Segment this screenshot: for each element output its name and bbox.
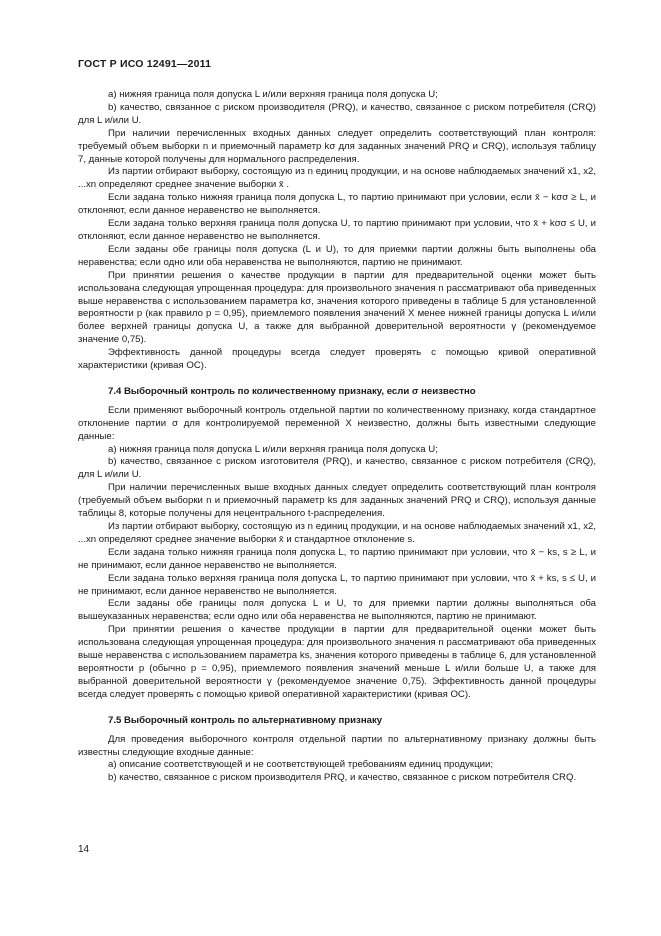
paragraph: Если задана только нижняя граница поля допуска L, то партию принимают при условии, что x̄ − ks, s ≥ L, и не принимают, если данное неравенство не выполняется.	[78, 546, 596, 571]
paragraph: a) описание соответствующей и не соответствующей требованиям единиц продукции;	[108, 759, 493, 771]
paragraph: При наличии перечисленных входных данных следует определить соответствующий план контроля: требуемый объем выборки n и приемочный параметр kσ для заданных значений PRQ и CRQ), используя таблицу 7, данные которой получены для нормального распределения.	[78, 127, 596, 165]
section-heading: 7.4 Выборочный контроль по количественному признаку, если σ неизвестно	[108, 385, 476, 397]
paragraph: Для проведения выборочного контроля отдельной партии по альтернативному признаку должны быть известны следующие входные данные:	[78, 733, 596, 758]
page-number: 14	[78, 844, 90, 855]
paragraph: b) качество, связанное с риском производителя PRQ, и качество, связанное с риском потребителя CRQ.	[108, 772, 577, 784]
paragraph: b) качество, связанное с риском производителя (PRQ), и качество, связанное с риском потребителя (CRQ) для L и/или U.	[78, 101, 596, 126]
paragraph: Из партии отбирают выборку, состоящую из n единиц продукции, и на основе наблюдаемых значений x1, x2, ...xn определяют среднее значение выборки x̄ и стандартное отклонение s.	[78, 521, 596, 545]
paragraph: Если заданы обе границы поля допуска (L и U), то для приемки партии должны быть выполнены оба неравенства; если одно или оба неравенства не выполняются, партию не принимают.	[78, 243, 596, 268]
section-heading: 7.5 Выборочный контроль по альтернативному признаку	[108, 714, 383, 726]
paragraph: При принятии решения о качестве продукции в партии для предварительной оценки может быть использована следующая упрощенная процедура: для произвольного значения n рассматривают оба приведенных выше неравенства с использованием параметра ks, значения которого приведены в таблице 6, для установленной вероятности p (обычно p = 0,95), приемлемого появления значений меньше L и/или больше U, а также для выбранной доверительной вероятности γ (рекомендуемое значение 0,75). Эффективность данной процедуры всегда следует проверять с помощью кривой оперативной характеристики (кривая OC).	[78, 624, 596, 700]
paragraph: Эффективность данной процедуры всегда следует проверять с помощью кривой оперативной характеристики (кривая OC).	[78, 347, 596, 372]
document-header: ГОСТ Р ИСО 12491—2011	[78, 58, 212, 70]
paragraph: a) нижняя граница поля допуска L и/или верхняя граница поля допуска U;	[108, 89, 438, 100]
paragraph: Из партии отбирают выборку, состоящую из n единиц продукции, и на основе наблюдаемых значений x1, x2, ...xn определяют среднее значение выборки x̄ .	[78, 166, 596, 191]
paragraph: При принятии решения о качестве продукции в партии для предварительной оценки может быть использована следующая упрощенная процедура: для произвольного значения n рассматривают оба приведенных выше неравенства с использованием параметра kσ, значения которого приведены в таблице 5 для установленной вероятности p (как правило p = 0,95), приемлемого появления значений X менее нижней границы допуска L и/или более верхней границы допуска U, а также для выбранной доверительной вероятности γ (рекомендуемое значение 0,75).	[78, 269, 596, 346]
paragraph: При наличии перечисленных выше входных данных следует определить соответствующий план контроля (требуемый объем выборки n и приемочный параметр ks для заданных значений PRQ и CRQ), используя данные таблицы 8, которые получены для нецентрального t-распределения.	[78, 482, 596, 520]
paragraph: Если заданы обе границы поля допуска L и U, то для приемки партии должны выполняться оба вышеуказанных неравенства; если одно или оба неравенства не выполняются, партию не принимают.	[78, 598, 596, 623]
document-body	[78, 89, 596, 785]
paragraph: a) нижняя граница поля допуска L и/или верхняя граница поля допуска U;	[108, 443, 438, 455]
paragraph: Если задана только верхняя граница поля допуска U, то партию принимают при условии, что x̄ + kσσ ≤ U, и отклоняют, если данное неравенство не выполняется.	[78, 218, 596, 242]
paragraph: Если применяют выборочный контроль отдельной партии по количественному признаку, когда стандартное отклонение партии σ для контролируемой переменной X неизвестно, должны быть известными следующие данные:	[78, 404, 596, 442]
paragraph: b) качество, связанное с риском изготовителя (PRQ), и качество, связанное с риском потребителя (CRQ), для L и/или U.	[78, 456, 596, 481]
paragraph: Если задана только верхняя граница поля допуска L, то партию принимают при условии, что x̄ + ks, s ≤ U, и не принимают, если данное неравенство не выполняется.	[78, 572, 596, 597]
paragraph: Если задана только нижняя граница поля допуска L, то партию принимают при условии, если x̄ − kσσ ≥ L, и отклоняют, если данное неравенство не выполняется.	[78, 192, 596, 217]
